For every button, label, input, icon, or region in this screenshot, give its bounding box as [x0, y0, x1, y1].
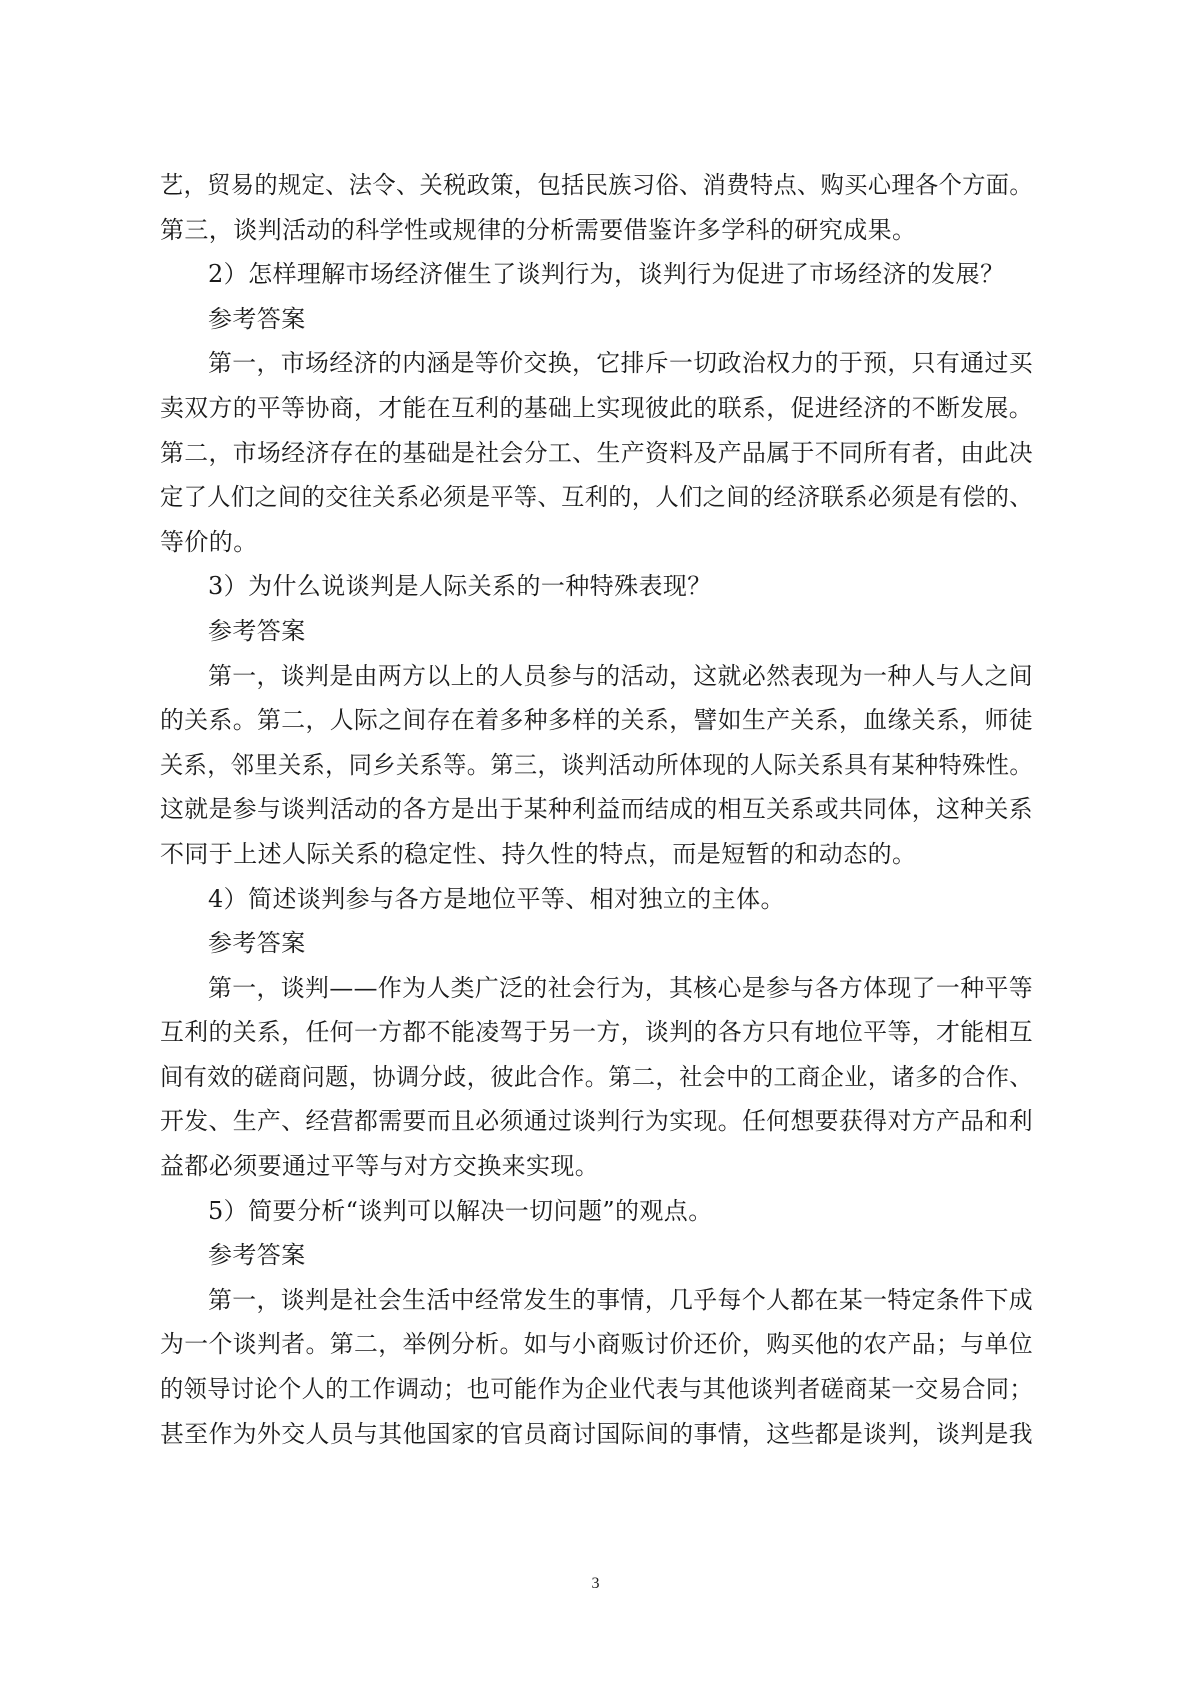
- text-line: 艺，贸易的规定、法令、关税政策，包括民族习俗、消费特点、购买心理各个方面。: [160, 171, 1033, 199]
- text-line: 关系，邻里关系，同乡关系等。第三，谈判活动所体现的人际关系具有某种特殊性。: [160, 750, 1033, 779]
- text-line: 益都必须要通过平等与对方交换来实现。: [160, 1152, 600, 1181]
- text-line: 3）为什么说谈判是人际关系的一种特殊表现？: [208, 572, 712, 601]
- text-line: 第一，谈判是社会生活中经常发生的事情，几乎每个人都在某一特定条件下成: [208, 1285, 1033, 1314]
- text-line: 参考答案: [208, 616, 306, 645]
- text-line: 的领导讨论个人的工作调动；也可能作为企业代表与其他谈判者磋商某一交易合同；: [160, 1375, 1033, 1404]
- text-line: 开发、生产、经营都需要而且必须通过谈判行为实现。任何想要获得对方产品和利: [160, 1107, 1033, 1136]
- text-line: 4）简述谈判参与各方是地位平等、相对独立的主体。: [208, 884, 785, 913]
- text-line: 的关系。第二，人际之间存在着多种多样的关系，譬如生产关系，血缘关系，师徒: [160, 706, 1033, 735]
- text-line: 甚至作为外交人员与其他国家的官员商讨国际间的事情，这些都是谈判，谈判是我: [160, 1419, 1033, 1448]
- text-line: 等价的。: [160, 527, 258, 556]
- page-number: 3: [591, 1575, 600, 1592]
- text-line: 参考答案: [208, 1241, 306, 1270]
- document-body: [160, 163, 1033, 1456]
- text-line: 不同于上述人际关系的稳定性、持久性的特点，而是短暂的和动态的。: [160, 839, 917, 868]
- text-line: 第三，谈判活动的科学性或规律的分析需要借鉴许多学科的研究成果。: [160, 215, 917, 244]
- text-line: 第二，市场经济存在的基础是社会分工、生产资料及产品属于不同所有者，由此决: [160, 438, 1033, 467]
- text-line: 参考答案: [208, 929, 306, 958]
- text-line: 5）简要分析“谈判可以解决一切问题”的观点。: [208, 1196, 713, 1225]
- text-line: 第一，谈判是由两方以上的人员参与的活动，这就必然表现为一种人与人之间: [208, 661, 1033, 690]
- text-line: 定了人们之间的交往关系必须是平等、互利的，人们之间的经济联系必须是有偿的、: [160, 483, 1033, 512]
- text-line: 为一个谈判者。第二，举例分析。如与小商贩讨价还价，购买他的农产品；与单位: [160, 1330, 1033, 1359]
- text-line: 卖双方的平等协商，才能在互利的基础上实现彼此的联系，促进经济的不断发展。: [160, 393, 1033, 422]
- text-line: 第一，市场经济的内涵是等价交换，它排斥一切政治权力的于预，只有通过买: [208, 349, 1033, 378]
- text-line: 间有效的磋商问题，协调分歧，彼此合作。第二，社会中的工商企业，诸多的合作、: [160, 1062, 1033, 1091]
- text-line: 2）怎样理解市场经济催生了谈判行为，谈判行为促进了市场经济的发展？: [208, 260, 1005, 289]
- text-line: 第一，谈判——作为人类广泛的社会行为，其核心是参与各方体现了一种平等: [208, 973, 1033, 1002]
- text-line: 参考答案: [208, 304, 306, 333]
- text-line: 这就是参与谈判活动的各方是出于某种利益而结成的相互关系或共同体，这种关系: [160, 795, 1033, 824]
- text-line: 互利的关系，任何一方都不能凌驾于另一方，谈判的各方只有地位平等，才能相互: [160, 1018, 1033, 1047]
